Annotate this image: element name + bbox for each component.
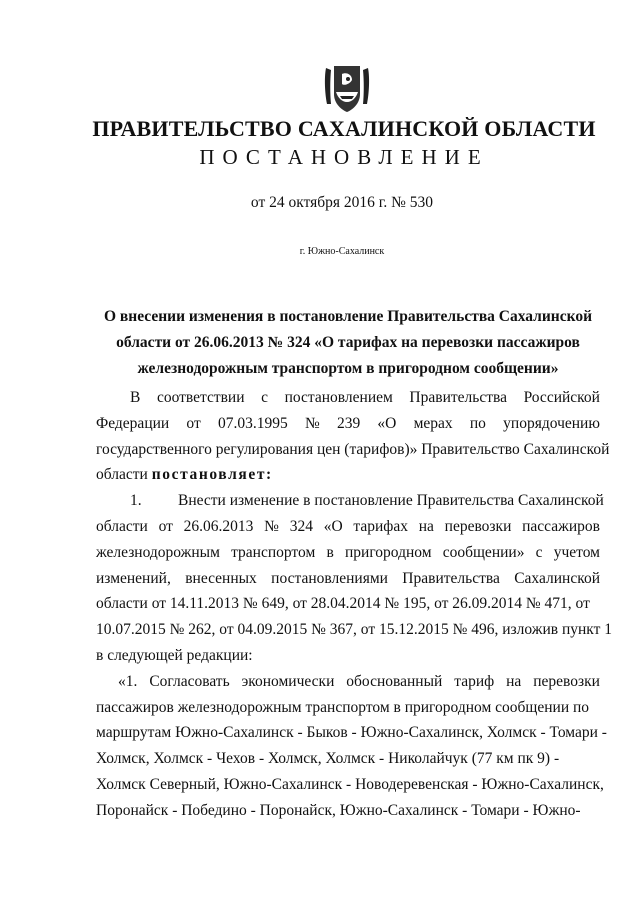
government-title: ПРАВИТЕЛЬСТВО САХАЛИНСКОЙ ОБЛАСТИ	[92, 116, 596, 141]
paragraph-line: государственного регулирования цен (тарифов)» Правительство Сахалинской	[96, 440, 610, 458]
word: постановлением	[284, 389, 393, 406]
word: области	[96, 517, 148, 535]
word: внесенных	[185, 569, 257, 587]
word: тарифах	[353, 517, 408, 535]
resolves-keyword: постановляет:	[151, 466, 273, 484]
word: 324	[289, 517, 313, 535]
paragraph-line: Поронайск - Победино - Поронайск, Южно-Сахалинск - Томари - Южно-	[96, 801, 581, 819]
word: учетом	[553, 543, 600, 561]
word: Федерации	[96, 414, 170, 432]
coat-of-arms-icon	[322, 60, 372, 114]
word: экономически	[241, 672, 335, 690]
word: Российской	[523, 389, 600, 406]
paragraph-line: Холмск, Холмск - Чехов - Холмск, Холмск - Николайчук (77 км пк 9) -	[96, 750, 560, 768]
word: тариф	[454, 672, 495, 690]
word: Согласовать	[149, 672, 230, 690]
word: постановлениями	[271, 569, 388, 587]
paragraph-line: области от 14.11.2013 № 649, от 28.04.2014 № 195, от 26.09.2014 № 471, от	[96, 595, 590, 613]
word: транспортом	[231, 543, 316, 561]
item-number: 1.	[130, 492, 142, 510]
word: с	[261, 389, 269, 406]
subject-line: области от 26.06.2013 № 324 «О тарифах на перевозки пассажиров	[116, 333, 580, 351]
word: по	[469, 414, 486, 432]
word: мерах	[413, 414, 453, 432]
paragraph-line: пассажиров железнодорожным транспортом в пригородном сообщении по	[96, 698, 590, 716]
word: «О	[377, 414, 397, 432]
paragraph-line	[96, 385, 600, 411]
word: 07.03.1995	[217, 414, 288, 432]
subject-line: О внесении изменения в постановление Правительства Сахалинской	[103, 308, 593, 325]
word: железнодорожным	[96, 543, 220, 561]
document-subject	[96, 304, 600, 381]
word: Правительства	[402, 569, 500, 587]
paragraph-line: в следующей редакции:	[96, 646, 253, 664]
paragraph-line	[96, 540, 600, 566]
word: сообщении»	[442, 543, 525, 561]
word: от	[186, 414, 201, 432]
word: пригородном	[344, 543, 432, 561]
line-text: Внести изменение в постановление Правительства Сахалинской	[178, 492, 604, 510]
word: перевозки	[444, 517, 512, 535]
document-body	[96, 385, 613, 824]
word: Сахалинской	[514, 569, 600, 587]
line-text: области	[96, 466, 152, 484]
word: №	[304, 414, 320, 432]
word: в	[326, 543, 334, 561]
document-city: г. Южно-Сахалинск	[299, 246, 385, 257]
paragraph-line	[96, 514, 600, 540]
paragraph-line	[96, 462, 600, 488]
word: пассажиров	[522, 517, 600, 535]
paragraph-line: Холмск Северный, Южно-Сахалинск - Новодеревенская - Южно-Сахалинск,	[96, 775, 604, 793]
word: В	[130, 389, 141, 406]
paragraph-line: маршрутам Южно-Сахалинск - Быков - Южно-Сахалинск, Холмск - Томари -	[96, 724, 607, 742]
word: с	[535, 543, 543, 561]
word: 239	[336, 414, 361, 432]
paragraph-line	[96, 566, 600, 592]
word: соответствии	[156, 389, 245, 406]
word: обоснованный	[346, 672, 443, 690]
word: «1.	[118, 672, 138, 690]
word: Правительства	[409, 389, 507, 406]
word: от	[158, 517, 173, 535]
word: изменений,	[96, 569, 171, 587]
document-type: ПОСТАНОВЛЕНИЕ	[199, 145, 489, 169]
word: на	[418, 517, 434, 535]
word: перевозки	[533, 672, 600, 690]
paragraph-line	[96, 669, 600, 695]
document-date-number: от 24 октября 2016 г. № 530	[250, 194, 434, 211]
paragraph-line	[96, 488, 604, 514]
word: 26.06.2013	[183, 517, 254, 535]
paragraph-line: 10.07.2015 № 262, от 04.09.2015 № 367, от 15.12.2015 № 496, изложив пункт 1	[96, 621, 613, 639]
word: №	[264, 517, 279, 535]
subject-line: железнодорожным транспортом в пригородном сообщении»	[137, 359, 559, 377]
word: «О	[323, 517, 343, 535]
paragraph-line	[96, 411, 600, 437]
word: на	[506, 672, 522, 690]
word: упорядочению	[503, 414, 600, 432]
